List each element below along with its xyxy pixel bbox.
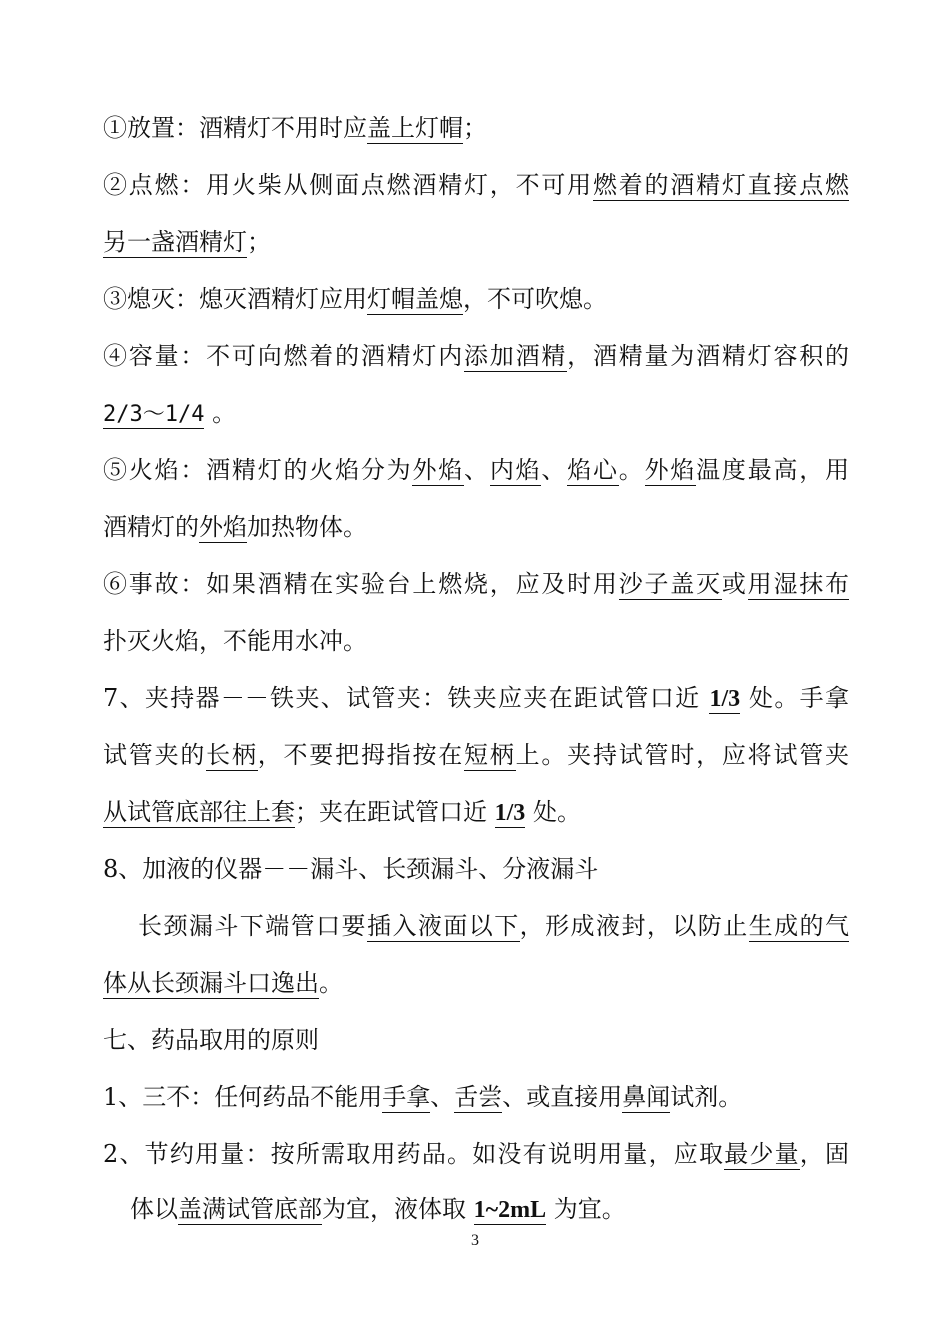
line-economy-cont — [130, 1192, 849, 1227]
text: ，固 — [799, 1140, 849, 1168]
text: 为宜，液体取 — [322, 1195, 474, 1223]
text: 。 — [204, 399, 237, 427]
answer-blank: 舌尝 — [454, 1083, 503, 1111]
line-accident — [103, 567, 849, 601]
text: ，酒精量为酒精灯容积的 — [567, 342, 849, 370]
section-heading-reagents — [103, 1023, 849, 1057]
text: 试管夹的 — [103, 741, 207, 769]
answer-blank: 最少量 — [724, 1140, 800, 1168]
text: ，不要把拇指按在 — [257, 741, 465, 769]
answer-blank: 盖满试管底部 — [178, 1195, 322, 1223]
answer-blank: 长柄 — [206, 741, 258, 769]
line-flame-cont — [103, 510, 849, 544]
text: 长颈漏斗下端管口要 — [138, 912, 367, 940]
answer-blank: 盖上灯帽 — [367, 114, 463, 142]
text: 8、加液的仪器－－漏斗、长颈漏斗、分液漏斗 — [103, 855, 599, 883]
text: 扑灭火焰，不能用水冲。 — [103, 627, 367, 655]
line-clamp-cont — [103, 795, 849, 830]
answer-blank: 外焰 — [644, 456, 697, 484]
answer-blank: 灯帽盖熄 — [367, 285, 463, 313]
line-capacity-cont — [103, 396, 849, 432]
text: 。 — [618, 456, 645, 484]
text: 、 — [541, 456, 568, 484]
line-flame — [103, 453, 849, 487]
text: 体以 — [130, 1195, 178, 1223]
line-extinguish — [103, 282, 849, 316]
text: 酒精灯的 — [103, 513, 199, 541]
text: 、 — [430, 1083, 455, 1111]
line-funnels — [103, 852, 849, 886]
line-ignition — [103, 168, 849, 202]
line-clamp-handle — [103, 738, 849, 772]
text: 或 — [721, 570, 748, 598]
text: 加热物体。 — [247, 513, 367, 541]
line-funnel-seal — [138, 909, 849, 943]
text: ①放置：酒精灯不用时应 — [103, 114, 367, 142]
text: ； — [463, 114, 487, 142]
text: 为宜。 — [546, 1195, 626, 1223]
text: ，形成液封，以防止 — [519, 912, 749, 940]
line-clamp — [103, 681, 849, 716]
answer-blank: 体从长颈漏斗口逸出 — [103, 969, 319, 997]
line-capacity — [103, 339, 849, 373]
line-accident-cont — [103, 624, 849, 658]
answer-blank: 内焰 — [489, 456, 542, 484]
text: 、 — [464, 456, 490, 484]
text: ，不可吹熄。 — [463, 285, 607, 313]
text: 七、药品取用的原则 — [103, 1026, 319, 1054]
text: ；夹在距试管口近 — [295, 798, 495, 826]
answer-blank: 添加酒精 — [464, 342, 568, 370]
answer-blank: 手拿 — [382, 1083, 431, 1111]
text: 温度最高，用 — [696, 456, 849, 484]
text: ⑥事故：如果酒精在实验台上燃烧，应及时用 — [103, 570, 619, 598]
line-ignition-cont — [103, 225, 849, 259]
answer-blank: 1~2mL — [473, 1197, 547, 1223]
text: 。 — [319, 969, 343, 997]
text: 1、三不：任何药品不能用 — [103, 1083, 383, 1111]
answer-blank: 燃着的酒精灯直接点燃 — [592, 171, 849, 199]
text: 2、节约用量：按所需取用药品。如没有说明用量，应取 — [103, 1140, 725, 1168]
answer-blank: 插入液面以下 — [367, 912, 520, 940]
answer-blank: 2/3～1/4 — [103, 402, 205, 427]
text: 处。手拿 — [740, 684, 849, 712]
answer-blank: 用湿抹布 — [747, 570, 849, 598]
answer-blank: 从试管底部往上套 — [103, 798, 295, 826]
answer-blank: 1/3 — [709, 686, 741, 712]
answer-blank: 1/3 — [494, 800, 526, 826]
line-three-nots — [103, 1080, 849, 1114]
page-number: 3 — [471, 1232, 479, 1249]
text: ②点燃：用火柴从侧面点燃酒精灯，不可用 — [103, 171, 593, 199]
line-economy — [103, 1137, 849, 1171]
answer-blank: 鼻闻 — [622, 1083, 671, 1111]
answer-blank: 焰心 — [567, 456, 619, 484]
text: ③熄灭：熄灭酒精灯应用 — [103, 285, 367, 313]
line-funnel-seal-cont — [103, 966, 849, 1000]
text: 处。 — [525, 798, 581, 826]
text: ④容量：不可向燃着的酒精灯内 — [103, 342, 464, 370]
answer-blank: 外焰 — [412, 456, 465, 484]
text: ； — [247, 228, 271, 256]
line-placement — [103, 111, 849, 145]
answer-blank: 短柄 — [464, 741, 516, 769]
text: ⑤火焰：酒精灯的火焰分为 — [103, 456, 413, 484]
answer-blank: 生成的气 — [748, 912, 849, 940]
answer-blank: 沙子盖灭 — [618, 570, 722, 598]
answer-blank: 另一盏酒精灯 — [103, 228, 247, 256]
answer-blank: 外焰 — [199, 513, 247, 541]
text: 7、夹持器－－铁夹、试管夹：铁夹应夹在距试管口近 — [103, 684, 710, 712]
text: 上。夹持试管时，应将试管夹 — [515, 741, 849, 769]
text: 、或直接用 — [502, 1083, 623, 1111]
text: 试剂。 — [670, 1083, 743, 1111]
